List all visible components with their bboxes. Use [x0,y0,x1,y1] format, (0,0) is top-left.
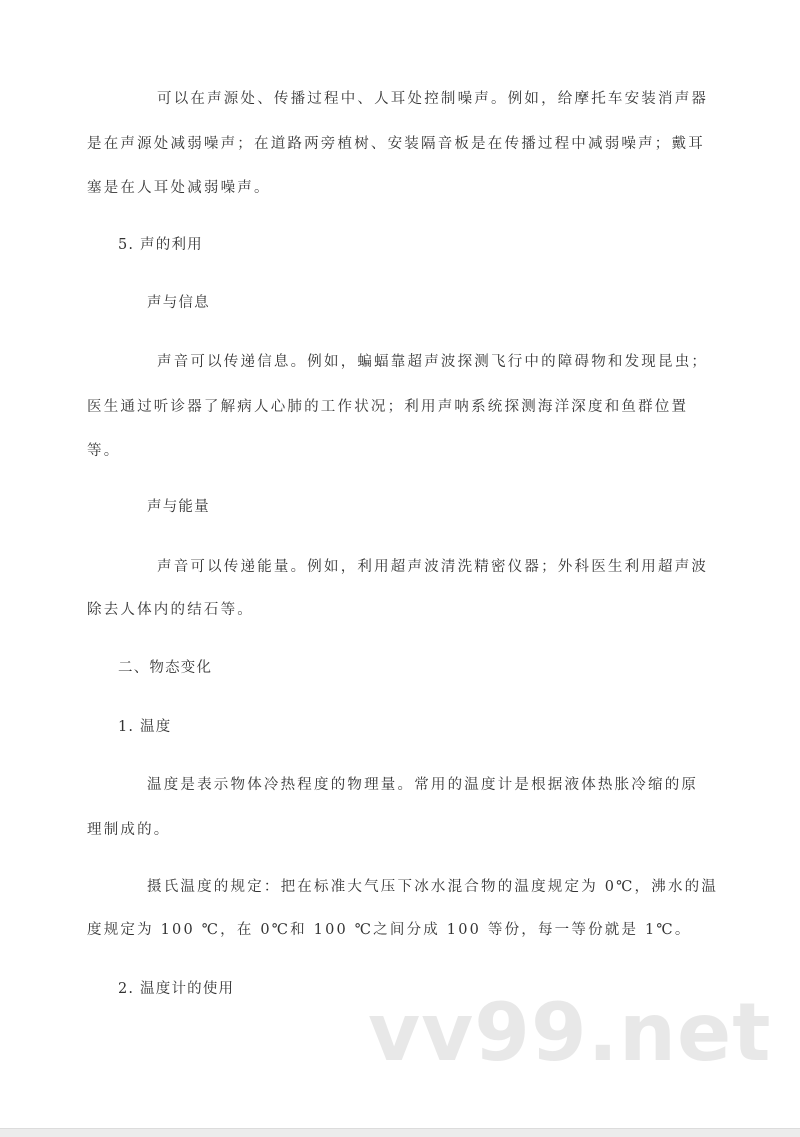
watermark: vv99.net [368,986,772,1079]
text-line: 可以在声源处、传播过程中、人耳处控制噪声。例如，给摩托车安装消声器 [157,91,709,107]
text-line: 等。 [87,443,121,459]
page-bottom-edge [0,1129,800,1137]
section-heading: 1. 温度 [118,719,172,735]
text-line: 塞是在人耳处减弱噪声。 [87,180,271,196]
chapter-heading: 二、物态变化 [118,660,213,676]
section-heading: 2. 温度计的使用 [118,981,235,997]
text-line: 除去人体内的结石等。 [87,602,254,618]
text-line: 摄氏温度的规定：把在标准大气压下冰水混合物的温度规定为 0℃，沸水的温 [147,879,719,895]
text-line: 度规定为 100 ℃，在 0℃和 100 ℃之间分成 100 等份，每一等份就是 1℃。 [87,922,692,938]
text-line: 声音可以传递信息。例如，蝙蝠靠超声波探测飞行中的障碍物和发现昆虫； [157,354,709,370]
text-line: 医生通过听诊器了解病人心肺的工作状况；利用声呐系统探测海洋深度和鱼群位置 [87,399,689,415]
subsection-heading: 声与信息 [147,295,210,311]
text-line: 声音可以传递能量。例如，利用超声波清洗精密仪器；外科医生利用超声波 [157,559,709,575]
text-line: 温度是表示物体冷热程度的物理量。常用的温度计是根据液体热胀冷缩的原 [147,777,699,793]
text-line: 理制成的。 [87,822,171,838]
text-line: 是在声源处减弱噪声；在道路两旁植树、安装隔音板是在传播过程中减弱噪声；戴耳 [87,136,705,152]
section-heading: 5. 声的利用 [118,237,203,253]
subsection-heading: 声与能量 [147,499,210,515]
